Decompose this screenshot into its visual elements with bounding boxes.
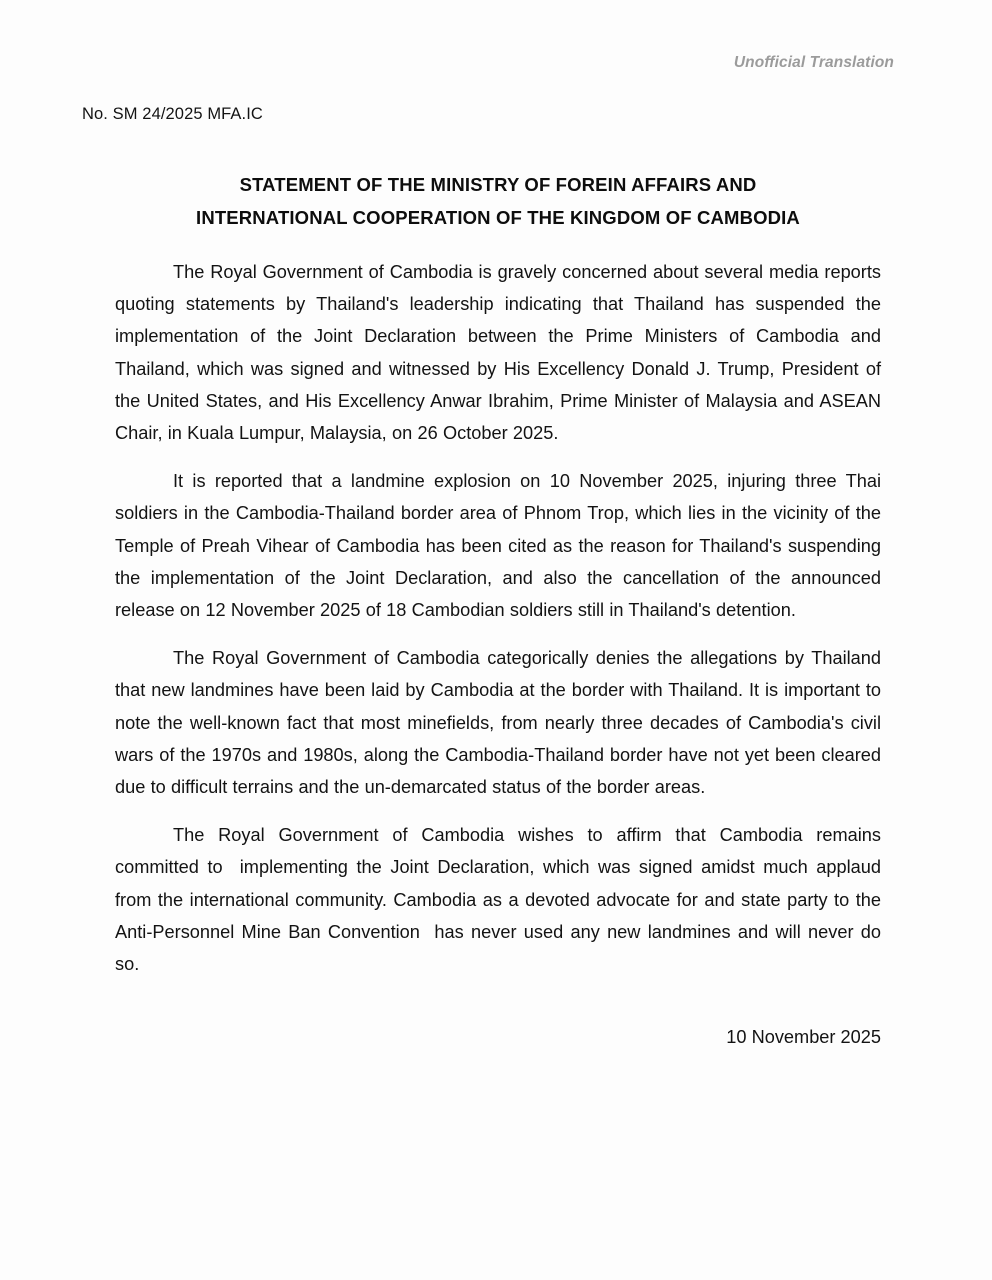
document-body xyxy=(115,256,887,980)
reference-number: No. SM 24/2025 MFA.IC xyxy=(82,105,263,123)
paragraph-1: The Royal Government of Cambodia is gravely concerned about several media reports quoting statements by Thailandʹs leadership indicating that Thailand has suspended the implementation of the Joint Declaration between the Prime Ministers of Cambodia and Thailand, which was signed and witnessed by His Excellency Donald J. Trump, President of the United States, and His Excellency Anwar Ibrahim, Prime Minister of Malaysia and ASEAN Chair, in Kuala Lumpur, Malaysia, on 26 October 2025. xyxy=(115,262,887,444)
document-title xyxy=(115,168,881,234)
paragraph-3: The Royal Government of Cambodia categorically denies the allegations by Thailand that new landmines have been laid by Cambodia at the border with Thailand. It is important to note the well-known fact that most minefields, from nearly three decades of Cambodiaʹs civil wars of the 1970s and 1980s, along the Cambodia-Thailand border have not yet been cleared due to difficult terrains and the un-demarcated status of the border areas. xyxy=(115,648,887,798)
paragraph-2: It is reported that a landmine explosion on 10 November 2025, injuring three Thai soldiers in the Cambodia-Thailand border area of Phnom Trop, which lies in the vicinity of the Temple of Preah Vihear of Cambodia has been cited as the reason for Thailandʹs suspending the implementation of the Joint Declaration, and also the cancellation of the announced release on 12 November 2025 of 18 Cambodian soldiers still in Thailandʹs detention. xyxy=(115,471,887,621)
unofficial-translation-mark: Unofficial Translation xyxy=(733,54,894,71)
document-date: 10 November 2025 xyxy=(726,1027,881,1047)
title-line-1: STATEMENT OF THE MINISTRY OF FOREIN AFFAIRS AND xyxy=(239,174,757,195)
title-line-2: INTERNATIONAL COOPERATION OF THE KINGDOM OF CAMBODIA xyxy=(196,207,800,228)
paragraph-4: The Royal Government of Cambodia wishes to affirm that Cambodia remains committed to implementing the Joint Declaration, which was signed amidst much applaud from the international community. Cambodia as a devoted advocate for and state party to the Anti-Personnel Mine Ban Convention has never used any new landmines and will never do so. xyxy=(115,825,887,975)
